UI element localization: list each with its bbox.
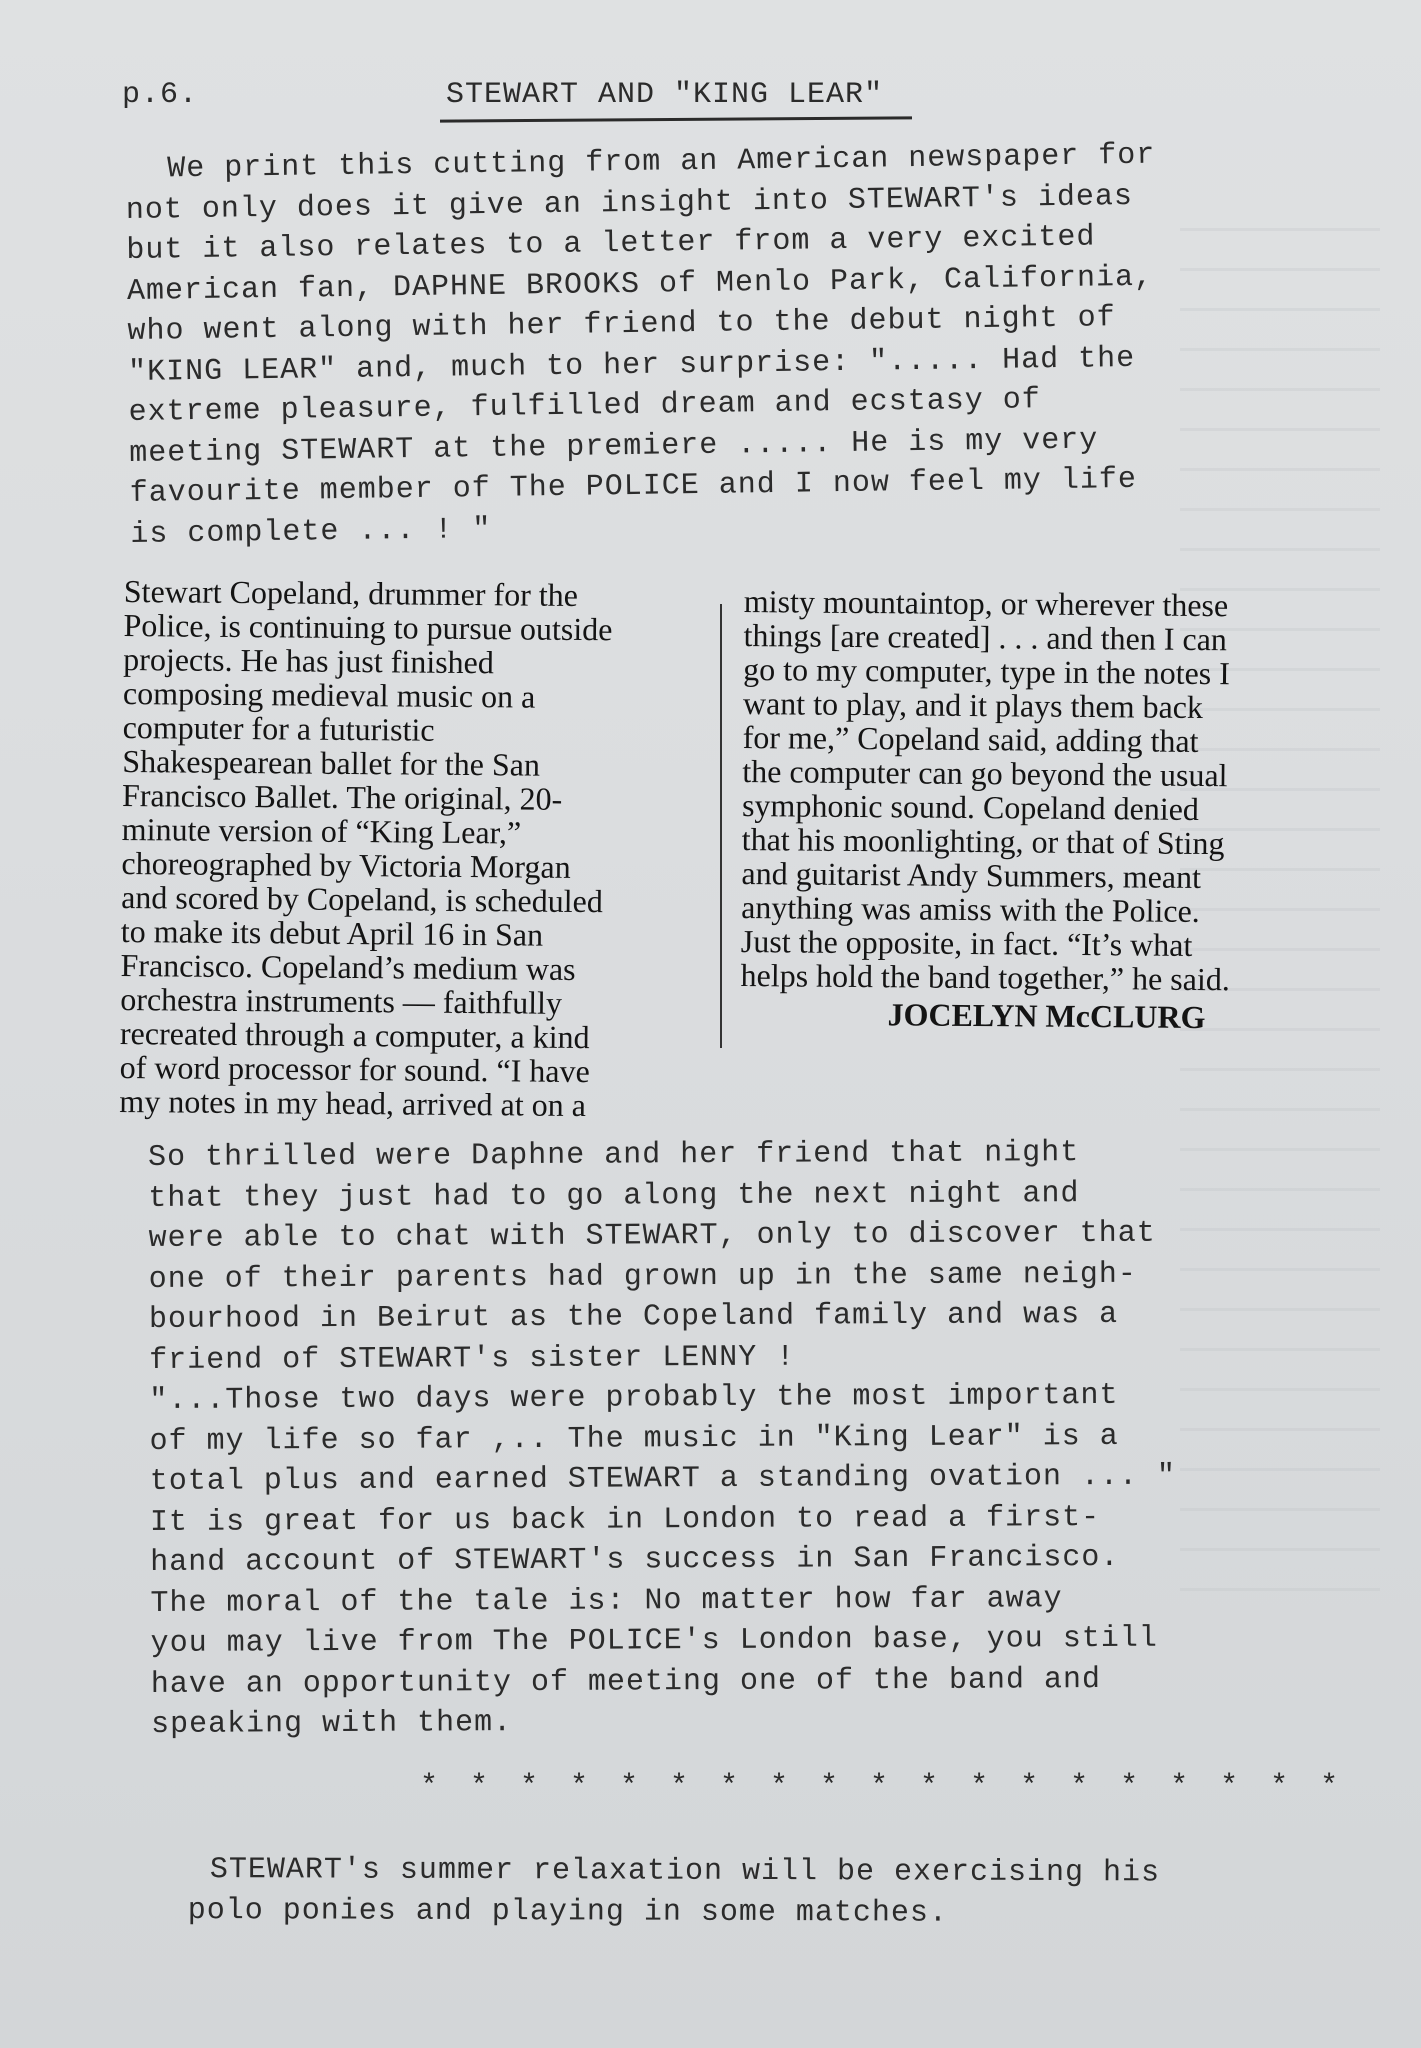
clipping-line: minute version of “King Lear,” [121,810,522,851]
intro-paragraph [125,136,1161,555]
clipping-line: to make its debut April 16 in San [120,912,544,953]
postscript-line: STEWART's summer relaxation will be exercising his [209,1853,1161,1891]
clipping-line: symphonic sound. Copeland denied [741,786,1200,827]
clipping-line: choreographed by Victoria Morgan [121,844,571,885]
clipping-right-column [740,584,1233,1034]
body-line: It is great for us back in London to read a first- [149,1500,1101,1540]
clipping-byline: JOCELYN McCLURG [887,996,1206,1036]
clipping-line: Stewart Copeland, drummer for the [123,573,579,613]
clipping-line: that his moonlighting, or that of Sting [741,820,1225,862]
clipping-line: recreated through a computer, a kind [119,1014,590,1056]
body-line: bourhood in Beirut as the Copeland family and was a [148,1297,1119,1337]
clipping-line: want to play, and it plays them back [742,684,1204,726]
intro-line: but it also relates to a letter from a very excited [126,220,1096,268]
clipping-line: and guitarist Andy Summers, meant [741,854,1202,895]
clipping-line: the computer can go beyond the usual [742,752,1228,794]
clipping-line: Francisco. Copeland’s medium was [120,946,576,987]
intro-line: who went along with her friend to the debut night of [127,301,1116,349]
page-number: p.6. [122,78,199,112]
body-line: total plus and earned STEWART a standing ovation ... " [149,1459,1177,1499]
section-separator: * * * * * * * * * * * * * * * * * * * [420,1770,1346,1804]
intro-line: is complete ... ! " [130,512,492,552]
clipping-line: projects. He has just finished [123,640,494,681]
body-line: So thrilled were Daphne and her friend that night [148,1136,1080,1175]
clipping-line: anything was amiss with the Police. [741,888,1200,929]
body-paragraphs [148,1133,1177,1746]
body-line: friend of STEWART's sister LENNY ! [149,1340,796,1378]
clipping-line: misty mountaintop, or wherever these [743,583,1229,624]
body-line: you may live from The POLICE's London base, you still [150,1621,1158,1661]
clipping-line: of word processor for sound. “I have [119,1048,590,1090]
clipping-line: orchestra instruments — faithfully [120,980,563,1021]
clipping-line: go to my computer, type in the notes I [743,650,1231,692]
column-divider [720,604,722,1048]
body-line: that they just had to go along the next night and [148,1176,1080,1216]
clipping-line: Just the opposite, in fact. “It’s what [740,922,1193,963]
body-line: of my life so far ,.. The music in "King Lear" is a [149,1419,1119,1459]
clipping-line: computer for a futuristic [122,708,435,748]
article-title: STEWART AND "KING LEAR" [446,78,884,112]
intro-line: We print this cutting from an American newspaper for [167,138,1156,187]
title-underline [440,116,912,122]
clipping-line: Police, is continuing to pursue outside [123,606,613,648]
clipping-line: for me,” Copeland said, adding that [742,718,1199,759]
clipping-line: things [are created] . . . and then I can [743,616,1228,658]
body-line: "...Those two days were probably the most important [149,1378,1119,1418]
body-line: hand account of STEWART's success in San Francisco. [150,1540,1120,1580]
intro-line: favourite member of The POLICE and I now feel my life [129,462,1138,511]
clipping-line: my notes in my head, arrived at on a [119,1082,587,1124]
body-line: have an opportunity of meeting one of the band and [150,1662,1102,1702]
intro-line: meeting STEWART at the premiere ..... He is my very [129,422,1099,471]
clipping-line: helps hold the band together,” he said. [740,956,1230,998]
clipping-line: Shakespearean ballet for the San [122,742,541,783]
body-line: were able to chat with STEWART, only to discover that [148,1216,1156,1256]
body-line: The moral of the tale is: No matter how far away [150,1581,1063,1621]
intro-line: not only does it give an insight into STEWART's ideas [125,179,1134,228]
clipping-left-column [119,574,613,1122]
postscript-line: polo ponies and playing in some matches. [187,1893,948,1931]
body-line: one of their parents had grown up in the same neigh- [148,1257,1137,1297]
intro-line: extreme pleasure, fulfilled dream and ecstasy of [128,383,1041,430]
body-line: speaking with them. [150,1706,513,1742]
clipping-line: Francisco Ballet. The original, 20- [121,776,563,817]
clipping-line: composing medieval music on a [122,674,536,715]
clipping-line: and scored by Copeland, is scheduled [121,878,603,920]
intro-line: American fan, DAPHNE BROOKS of Menlo Park, California, [126,260,1154,309]
postscript-paragraph [188,1850,1160,1934]
intro-line: "KING LEAR" and, much to her surprise: "..... Had the [127,341,1136,390]
